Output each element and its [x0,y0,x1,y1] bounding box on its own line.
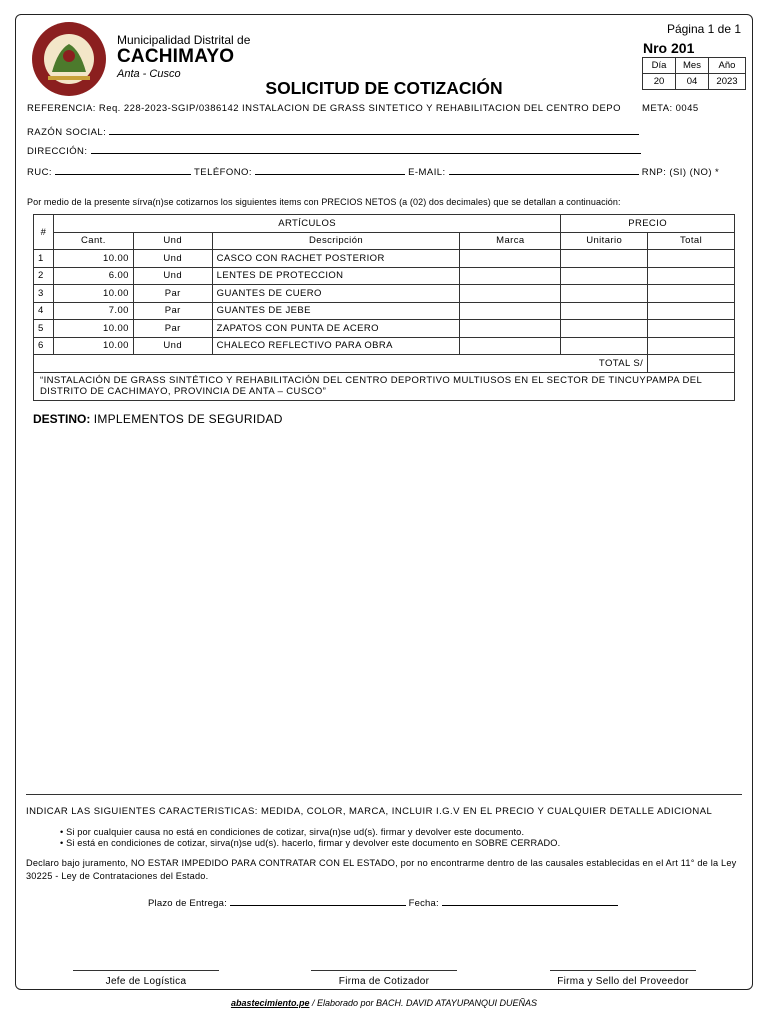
footer-site-link[interactable]: abastecimiento.pe [230,998,310,1008]
row-unitario[interactable] [561,267,648,285]
row-num: 6 [34,337,54,355]
signature-line-cotizador [311,970,457,971]
razon-social-label: RAZÓN SOCIAL: [27,127,107,138]
ruc-field[interactable] [55,166,191,175]
footer-credit: / Elaborado por BACH. DAVID ATAYUPANQUI DUEÑAS [309,998,538,1008]
fecha-field[interactable] [442,897,618,906]
destino-row [33,412,283,426]
header-und: Und [133,232,212,250]
plazo-row [148,897,618,909]
referencia: REFERENCIA: Req. 228-2023-SGIP/0386142 INSTALACION DE GRASS SINTETICO Y REHABILITACION DEL CENTRO DEPO [27,103,621,114]
row-marca[interactable] [460,250,561,268]
bullet-2: • Si está en condiciones de cotizar, sirva(n)se ud(s). hacerlo, firmar y devolver este documento en SOBRE CERRADO. [60,838,561,848]
email-field[interactable] [449,166,639,175]
direccion-row [27,145,641,157]
header-unitario: Unitario [561,232,648,250]
table-row [34,320,735,338]
telefono-field[interactable] [255,166,405,175]
destino-label: DESTINO: [33,412,91,426]
project-note: “INSTALACIÓN DE GRASS SINTÉTICO Y REHABILITACIÓN DEL CENTRO DEPORTIVO MULTIUSOS EN EL SECTOR DE TINCUYPAMPA DEL DISTRITO DE CACHIMAYO, PROVINCIA DE ANTA – CUSCO” [34,372,735,400]
row-desc: GUANTES DE CUERO [212,285,460,303]
ruc-label: RUC: [27,167,53,178]
row-unitario[interactable] [561,302,648,320]
fecha-label: Fecha: [408,898,439,909]
row-cant: 10.00 [53,285,133,303]
row-marca[interactable] [460,302,561,320]
row-cant: 6.00 [53,267,133,285]
row-num: 1 [34,250,54,268]
row-unitario[interactable] [561,285,648,303]
row-cant: 10.00 [53,337,133,355]
mes-value: 04 [676,74,709,90]
table-row [34,337,735,355]
row-und: Und [133,250,212,268]
row-marca[interactable] [460,337,561,355]
header-marca: Marca [460,232,561,250]
total-label: TOTAL S/ [34,355,648,373]
signature-jefe-logistica: Jefe de Logística [105,976,187,987]
header-precio: PRECIO [561,215,735,233]
declaracion: Declaro bajo juramento, NO ESTAR IMPEDIDO PARA CONTRATAR CON EL ESTADO, por no encontrarme dentro de las causales establecidas en el Art 11° de la Ley 30225 - Ley de Contrataciones del Estado. [26,858,737,881]
document-title: SOLICITUD DE COTIZACIÓN [265,78,503,98]
row-total[interactable] [648,267,735,285]
telefono-label: TELÉFONO: [194,167,252,178]
table-row [34,302,735,320]
razon-social-field[interactable] [109,126,639,135]
row-total[interactable] [648,302,735,320]
plazo-label: Plazo de Entrega: [148,898,227,909]
row-und: Und [133,267,212,285]
signature-proveedor: Firma y Sello del Proveedor [557,976,689,987]
row-marca[interactable] [460,267,561,285]
municipality-location: Anta - Cusco [117,68,181,80]
ruc-row [27,166,719,178]
meta: META: 0045 [642,103,699,114]
row-num: 4 [34,302,54,320]
header-cant: Cant. [53,232,133,250]
table-row [34,267,735,285]
row-und: Par [133,285,212,303]
plazo-field[interactable] [230,897,406,906]
row-und: Par [133,320,212,338]
table-row [34,250,735,268]
anio-label: Año [709,58,746,74]
bullet-1: • Si por cualquier causa no está en condiciones de cotizar, sirva(n)se ud(s). firmar y devolver este documento. [60,827,525,837]
row-unitario[interactable] [561,337,648,355]
table-row [34,285,735,303]
row-marca[interactable] [460,285,561,303]
row-num: 5 [34,320,54,338]
email-label: E-MAIL: [408,167,446,178]
total-value-field[interactable] [648,355,735,373]
row-desc: CASCO CON RACHET POSTERIOR [212,250,460,268]
row-und: Und [133,337,212,355]
footer [0,998,768,1008]
signature-line-logistica [73,970,219,971]
header-desc: Descripción [212,232,460,250]
row-total[interactable] [648,337,735,355]
municipality-line1: Municipalidad Distrital de [117,33,251,47]
row-cant: 10.00 [53,250,133,268]
signature-line-proveedor [550,970,696,971]
indicar-text: INDICAR LAS SIGUIENTES CARACTERISTICAS: MEDIDA, COLOR, MARCA, INCLUIR I.G.V EN EL PRECIO Y CUALQUIER DETALLE ADICIONAL [26,806,713,817]
divider [26,794,742,795]
dia-value: 20 [643,74,676,90]
signature-cotizador: Firma de Cotizador [338,976,430,987]
row-total[interactable] [648,285,735,303]
anio-value: 2023 [709,74,746,90]
row-marca[interactable] [460,320,561,338]
row-cant: 10.00 [53,320,133,338]
row-desc: ZAPATOS CON PUNTA DE ACERO [212,320,460,338]
document-number: Nro 201 [643,40,695,56]
row-total[interactable] [648,320,735,338]
header-num: # [34,215,54,250]
direccion-label: DIRECCIÓN: [27,146,88,157]
row-num: 3 [34,285,54,303]
row-desc: CHALECO REFLECTIVO PARA OBRA [212,337,460,355]
destino-value: IMPLEMENTOS DE SEGURIDAD [93,412,283,426]
row-desc: LENTES DE PROTECCION [212,267,460,285]
dia-label: Día [643,58,676,74]
row-unitario[interactable] [561,250,648,268]
row-unitario[interactable] [561,320,648,338]
municipality-name: CACHIMAYO [117,46,235,67]
rnp-label: RNP: (SI) (NO) * [641,167,720,178]
mes-label: Mes [676,58,709,74]
direccion-field[interactable] [91,145,641,154]
row-cant: 7.00 [53,302,133,320]
page-indicator: Página 1 de 1 [666,22,741,36]
row-desc: GUANTES DE JEBE [212,302,460,320]
row-und: Par [133,302,212,320]
razon-social-row [27,126,639,138]
items-table [33,214,735,401]
header-articulos: ARTÍCULOS [53,215,560,233]
row-num: 2 [34,267,54,285]
header-total: Total [648,232,735,250]
intro-text: Por medio de la presente sírva(n)se cotizarnos los siguientes items con PRECIOS NETOS (a (02) dos decimales) que se detallan a continuación: [27,197,621,207]
row-total[interactable] [648,250,735,268]
